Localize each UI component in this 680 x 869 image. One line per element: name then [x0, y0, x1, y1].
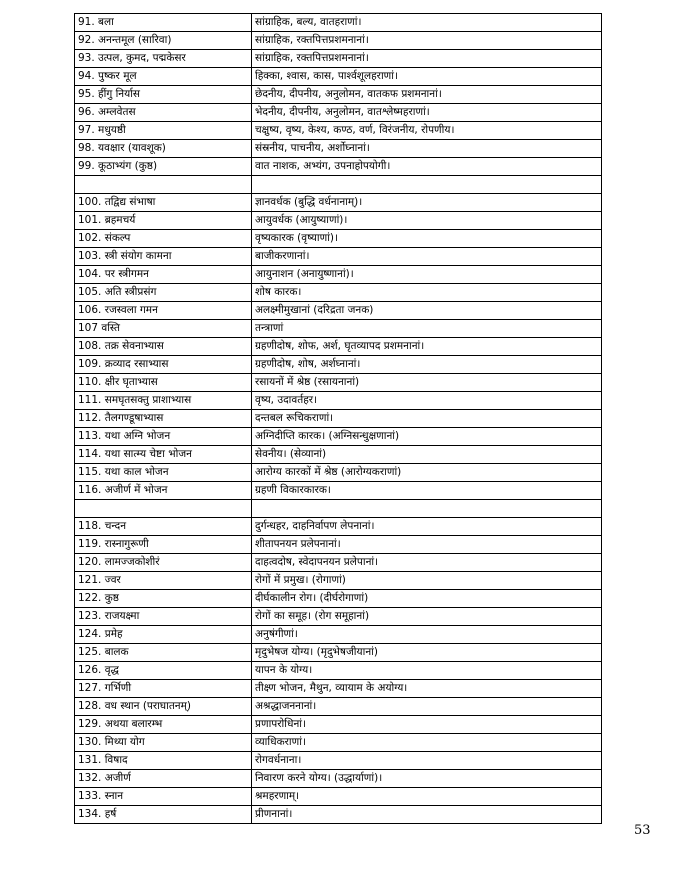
item-property-cell: वृष्यकारक (वृष्याणां)। — [252, 230, 602, 248]
item-property-cell — [252, 176, 602, 194]
table-row — [75, 752, 602, 770]
item-name-cell: 119. रास्नागुरूणी — [75, 536, 252, 554]
item-property-cell: अलक्ष्मीमुखानां (दरिद्रता जनक) — [252, 302, 602, 320]
table-row — [75, 608, 602, 626]
item-name-cell: 122. कुष्ठ — [75, 590, 252, 608]
table-row — [75, 320, 602, 338]
item-property-cell — [252, 500, 602, 518]
table-row — [75, 356, 602, 374]
item-name-cell: 108. तक्र सेवनाभ्यास — [75, 338, 252, 356]
item-name-cell: 94. पुष्कर मूल — [75, 68, 252, 86]
table-row — [75, 464, 602, 482]
table-row — [75, 266, 602, 284]
item-property-cell: दीर्घकालीन रोग। (दीर्घरोगाणां) — [252, 590, 602, 608]
item-name-cell: 116. अजीर्ण में भोजन — [75, 482, 252, 500]
item-property-cell: व्याधिकराणां। — [252, 734, 602, 752]
ayurveda-table — [74, 13, 602, 824]
table-row — [75, 482, 602, 500]
item-property-cell: अनुषंगीणां। — [252, 626, 602, 644]
table-row — [75, 554, 602, 572]
item-name-cell: 128. वध स्थान (पराघातनम्) — [75, 698, 252, 716]
item-property-cell: सेवनीय। (सेव्यानां) — [252, 446, 602, 464]
item-property-cell: हिक्का, श्वास, कास, पार्श्वशूलहराणां। — [252, 68, 602, 86]
item-name-cell: 96. अम्लवेतस — [75, 104, 252, 122]
item-property-cell: ग्रहणीदोष, शोष, अर्शघ्नानां। — [252, 356, 602, 374]
item-property-cell: यापन के योग्य। — [252, 662, 602, 680]
item-property-cell: रोगों का समूह। (रोग समूहानां) — [252, 608, 602, 626]
item-property-cell: वृष्य, उदावर्तहर। — [252, 392, 602, 410]
table-row — [75, 158, 602, 176]
item-property-cell: तन्त्राणां — [252, 320, 602, 338]
item-name-cell: 102. संकल्प — [75, 230, 252, 248]
item-name-cell: 91. बला — [75, 14, 252, 32]
item-property-cell: रसायनों में श्रेष्ठ (रसायनानां) — [252, 374, 602, 392]
item-name-cell: 104. पर स्त्रीगमन — [75, 266, 252, 284]
item-name-cell: 132. अजीर्ण — [75, 770, 252, 788]
item-name-cell: 126. वृद्ध — [75, 662, 252, 680]
table-row — [75, 194, 602, 212]
item-name-cell: 97. मधुयष्ठी — [75, 122, 252, 140]
item-property-cell: छेदनीय, दीपनीय, अनुलोमन, वातकफ प्रशमनानां। — [252, 86, 602, 104]
item-name-cell: 105. अति स्त्रीप्रसंग — [75, 284, 252, 302]
item-name-cell: 115. यथा काल भोजन — [75, 464, 252, 482]
item-name-cell: 130. मिथ्या योग — [75, 734, 252, 752]
blank-row — [75, 176, 602, 194]
table-row — [75, 734, 602, 752]
item-name-cell: 98. यवक्षार (यावशूक) — [75, 140, 252, 158]
item-property-cell: आयुनाशन (अनायुष्णानां)। — [252, 266, 602, 284]
item-name-cell: 112. तैलगण्डूषाभ्यास — [75, 410, 252, 428]
item-property-cell: निवारण करने योग्य। (उद्धार्याणां)। — [252, 770, 602, 788]
blank-row — [75, 500, 602, 518]
item-property-cell: भेदनीय, दीपनीय, अनुलोमन, वातश्लेष्महराणां। — [252, 104, 602, 122]
item-property-cell: मृदुभेषज योग्य। (मृदुभेषजीयानां) — [252, 644, 602, 662]
item-property-cell: रोगवर्धनाना। — [252, 752, 602, 770]
item-name-cell: 93. उत्पल, कुमद, पद्मकेसर — [75, 50, 252, 68]
item-property-cell: शीतापनयन प्रलेपनानां। — [252, 536, 602, 554]
table-body — [75, 14, 602, 824]
item-name-cell: 100. तद्विद्य संभाषा — [75, 194, 252, 212]
table-row — [75, 86, 602, 104]
item-name-cell: 107 वस्ति — [75, 320, 252, 338]
table-row — [75, 716, 602, 734]
table-row — [75, 518, 602, 536]
table-row — [75, 788, 602, 806]
table-row — [75, 626, 602, 644]
table-row — [75, 248, 602, 266]
item-name-cell — [75, 176, 252, 194]
item-name-cell: 103. स्त्री संयोग कामना — [75, 248, 252, 266]
table-row — [75, 410, 602, 428]
item-property-cell: संस्रनीय, पाचनीय, अर्शोघ्नानां। — [252, 140, 602, 158]
page-number: 53 — [634, 823, 651, 838]
table-row — [75, 50, 602, 68]
item-property-cell: वात नाशक, अभ्यंग, उपनाहोपयोगी। — [252, 158, 602, 176]
item-name-cell: 127. गर्भिणी — [75, 680, 252, 698]
item-name-cell: 121. ज्वर — [75, 572, 252, 590]
item-property-cell: अग्निदीप्ति कारक। (अग्निसन्धुक्षणानां) — [252, 428, 602, 446]
table-row — [75, 374, 602, 392]
item-name-cell: 131. विषाद — [75, 752, 252, 770]
item-name-cell: 101. ब्रहमचर्य — [75, 212, 252, 230]
item-property-cell: सांग्राहिक, रक्तपित्तप्रशमनानां। — [252, 50, 602, 68]
table-row — [75, 590, 602, 608]
item-name-cell: 92. अनन्तमूल (सारिवा) — [75, 32, 252, 50]
item-property-cell: प्रणापरोधिनां। — [252, 716, 602, 734]
table-row — [75, 680, 602, 698]
table-row — [75, 338, 602, 356]
item-name-cell: 124. प्रमेह — [75, 626, 252, 644]
table-row — [75, 14, 602, 32]
item-name-cell: 120. लामज्जकोशीरं — [75, 554, 252, 572]
item-property-cell: तीक्ष्ण भोजन, मैथुन, व्यायाम के अयोग्य। — [252, 680, 602, 698]
item-property-cell: दाहत्वदोष, स्वेदापनयन प्रलेपानां। — [252, 554, 602, 572]
item-name-cell: 110. क्षीर घृताभ्यास — [75, 374, 252, 392]
item-property-cell: रोगों में प्रमुख। (रोगाणां) — [252, 572, 602, 590]
item-property-cell: सांग्राहिक, बल्य, वातहराणां। — [252, 14, 602, 32]
item-name-cell: 118. चन्दन — [75, 518, 252, 536]
table-row — [75, 644, 602, 662]
table-row — [75, 32, 602, 50]
item-name-cell: 111. समघृतसक्तु प्राशाभ्यास — [75, 392, 252, 410]
item-name-cell: 134. हर्ष — [75, 806, 252, 824]
table-row — [75, 122, 602, 140]
table-row — [75, 536, 602, 554]
table-row — [75, 68, 602, 86]
item-property-cell: ग्रहणीदोष, शोफ, अर्श, घृतव्यापद प्रशमनानां। — [252, 338, 602, 356]
table-row — [75, 446, 602, 464]
item-name-cell: 95. हींगु निर्यास — [75, 86, 252, 104]
item-name-cell: 99. कूठाभ्यंग (कुष्ठ) — [75, 158, 252, 176]
table-row — [75, 392, 602, 410]
table-row — [75, 140, 602, 158]
item-property-cell: दुर्गन्धहर, दाहनिर्वापण लेपनानां। — [252, 518, 602, 536]
item-property-cell: ज्ञानवर्धक (बुद्धि वर्धनानाम्)। — [252, 194, 602, 212]
item-property-cell: बाजीकरणानां। — [252, 248, 602, 266]
table-row — [75, 212, 602, 230]
table-row — [75, 230, 602, 248]
item-name-cell: 109. क्रव्याद रसाभ्यास — [75, 356, 252, 374]
item-property-cell: प्रीणनानां। — [252, 806, 602, 824]
item-name-cell: 123. राजयक्ष्मा — [75, 608, 252, 626]
table-row — [75, 662, 602, 680]
item-property-cell: चक्षुष्य, वृष्य, केश्य, कण्ठ, वर्ण, विरंजनीय, रोपणीय। — [252, 122, 602, 140]
item-property-cell: ग्रहणी विकारकारक। — [252, 482, 602, 500]
item-name-cell: 113. यथा अग्नि भोजन — [75, 428, 252, 446]
item-property-cell: दन्तबल रूचिकराणां। — [252, 410, 602, 428]
table-row — [75, 104, 602, 122]
table-row — [75, 302, 602, 320]
item-name-cell: 114. यथा सात्म्य चेष्टा भोजन — [75, 446, 252, 464]
table-row — [75, 698, 602, 716]
item-property-cell: अश्रद्धाजननानां। — [252, 698, 602, 716]
item-name-cell — [75, 500, 252, 518]
table-row — [75, 428, 602, 446]
table-row — [75, 806, 602, 824]
table-row — [75, 572, 602, 590]
table-row — [75, 284, 602, 302]
table-row — [75, 770, 602, 788]
item-name-cell: 125. बालक — [75, 644, 252, 662]
item-property-cell: श्रमहरणाम्। — [252, 788, 602, 806]
item-property-cell: आरोग्य कारकों में श्रेष्ठ (आरोग्यकराणां) — [252, 464, 602, 482]
item-property-cell: आयुवर्धक (आयुष्याणां)। — [252, 212, 602, 230]
item-name-cell: 133. स्नान — [75, 788, 252, 806]
item-name-cell: 129. अथया बलारम्भ — [75, 716, 252, 734]
item-name-cell: 106. रजस्वला गमन — [75, 302, 252, 320]
item-property-cell: सांग्राहिक, रक्तपित्तप्रशमनानां। — [252, 32, 602, 50]
item-property-cell: शोष कारक। — [252, 284, 602, 302]
